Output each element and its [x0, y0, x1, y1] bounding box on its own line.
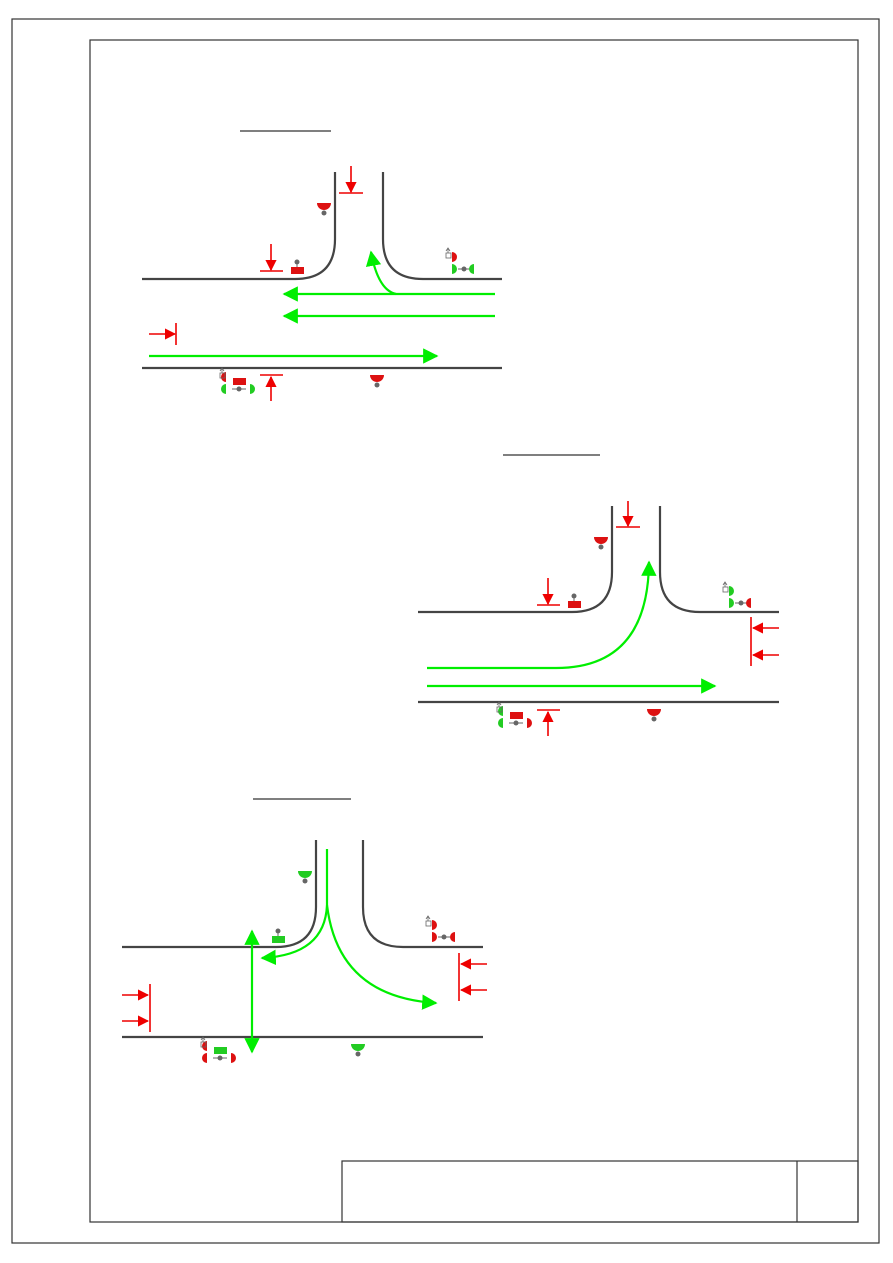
phase-3-signal-east	[426, 916, 455, 942]
phase-2-signal-ped-nw	[568, 594, 581, 609]
phase-1-signal-ped-nw	[291, 260, 304, 275]
outer-border	[12, 19, 879, 1243]
phase-1-stop-indicators	[149, 166, 363, 401]
phase-1-signal-east	[446, 248, 474, 274]
phase-3-signal-south	[351, 1044, 365, 1057]
phase-3-signal-ped-nw	[272, 929, 285, 944]
phase-2-signal-north	[594, 537, 608, 550]
phase-2-signal-south	[647, 709, 661, 722]
phase-2-signal-east	[723, 582, 751, 608]
phase-3-diagram	[122, 799, 487, 1063]
phase-1-diagram	[142, 131, 502, 401]
phase-1-signal-west	[220, 368, 255, 394]
phase-3-southbound-left-arrow	[262, 849, 327, 958]
phase-3-stop-indicators	[122, 953, 487, 1032]
phase-2-diagram	[418, 455, 779, 736]
phase-2-signal-west	[497, 702, 532, 728]
phase-2-movements	[427, 562, 715, 686]
title-block	[342, 1161, 858, 1222]
phase-1-road	[142, 172, 502, 368]
phase-3-movements	[252, 849, 436, 1052]
phase-1-movements	[149, 252, 495, 356]
phase-2-eastbound-left-arrow	[427, 562, 649, 668]
phase-3-southbound-right-arrow	[327, 905, 436, 1003]
phase-2-road	[418, 506, 779, 702]
phase-2-stop-indicators	[537, 501, 779, 736]
phase-3-signal-north	[298, 871, 312, 884]
phase-1-westbound-left-arrow	[371, 252, 396, 294]
phase-3-road	[122, 840, 483, 1037]
phase-1-signal-north	[317, 203, 331, 216]
phase-1-signal-south	[370, 375, 384, 388]
phase-3-signal-west	[201, 1037, 236, 1063]
